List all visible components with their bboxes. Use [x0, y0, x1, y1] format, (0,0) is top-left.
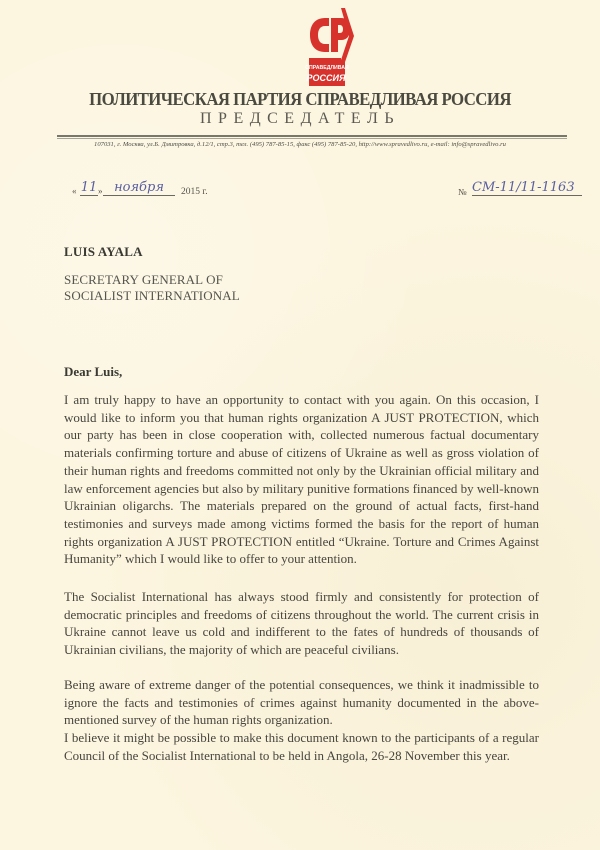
date-open-quote: « — [72, 186, 77, 196]
date-month: ноября — [103, 180, 175, 196]
body-paragraph-2: The Socialist International has always stood firmly and consistently for protection of democratic principles and freedoms of citizens throughout the world. The current crisis in Ukraine cannot leave us cold and indifferent to the fates of hundreds of thousands of Ukrainian civilians, the majority of which are peaceful civilians. — [64, 589, 539, 658]
header-divider — [57, 135, 567, 137]
party-title: ПОЛИТИЧЕСКАЯ ПАРТИЯ СПРАВЕДЛИВАЯ РОССИЯ — [89, 89, 511, 109]
salutation: Dear Luis, — [64, 364, 123, 379]
number-sign: № — [458, 187, 467, 197]
sr-party-logo-icon — [305, 6, 357, 86]
body-paragraph-1: I am truly happy to have an opportunity to contact with you again. On this occasion, I would like to inform you that human rights organization A JUST PROTECTION, which our party has been in close cooperation with, collected numerous factual documentary materials confirming torture and abuse of citizens of Ukraine as well as gross violation of their human rights and freedoms committed not only by the Ukrainian official military and law enforcement agencies but also by military punitive formations financed by well-known Ukrainian oligarchs. The materials prepared on the ground of actual facts, first-hand testimonies and surveys made among victims formed the basis for the report of human rights organization A JUST PROTECTION entitled “Ukraine. Torture and Crimes Against Humanity” which I would like to offer to your attention. — [64, 392, 539, 567]
recipient-title — [64, 272, 240, 304]
reference-number-value: СМ-11/11-1163 — [472, 180, 582, 196]
body-paragraph-3: Being aware of extreme danger of the potential consequences, we think it inadmissible to ignore the facts and testimonies of crimes against humanity documented in the above-mentioned survey of the human rights organization. — [64, 677, 539, 728]
date-day: 11 — [80, 180, 98, 195]
recipient-title-line2: SOCIALIST INTERNATIONAL — [64, 288, 240, 303]
chairman-subtitle: ПРЕДСЕДАТЕЛЬ — [199, 110, 401, 127]
recipient-title-line1: SECRETARY GENERAL OF — [64, 272, 223, 287]
svg-text:СПРАВЕДЛИВАЯ: СПРАВЕДЛИВАЯ — [305, 65, 349, 71]
date-close-quote: » — [98, 186, 103, 196]
date-year: 2015 г. — [181, 187, 208, 197]
header-divider-thin — [57, 138, 567, 139]
body-paragraph-4: I believe it might be possible to make this document known to the participants of a regular Council of the Socialist International to be held in Angola, 26-28 November this year. — [64, 730, 539, 763]
letter-date — [72, 180, 232, 202]
recipient-name: LUIS AYALA — [64, 244, 143, 259]
party-address: 107031, г. Москва, ул.Б. Дмитровка, д.12/1, стр.3, тел. (495) 787-85-15, факс (495) 787-85-20, http://www.spravedlivo.ru, e-mail: info@spravedlivo.ru — [94, 141, 506, 148]
svg-text:РОССИЯ: РОССИЯ — [306, 73, 346, 83]
letter-reference-number — [458, 180, 588, 202]
